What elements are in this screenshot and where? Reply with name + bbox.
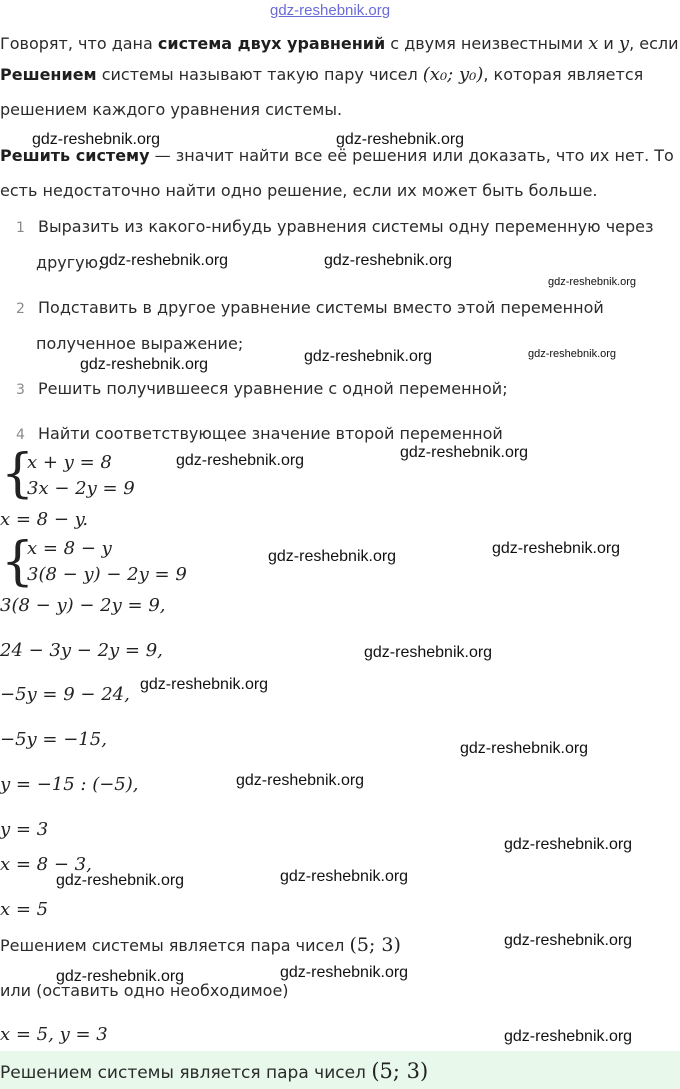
watermark: gdz-reshebnik.org (100, 252, 229, 269)
step-1 (16, 217, 654, 238)
watermark: gdz-reshebnik.org (492, 540, 621, 557)
watermark: gdz-reshebnik.org (268, 548, 397, 565)
left-brace-icon: { (1, 444, 35, 504)
express-x: x = 8 − y. (0, 509, 89, 530)
watermark: gdz-reshebnik.org (236, 772, 365, 789)
watermark: gdz-reshebnik.org (280, 868, 409, 885)
work-line: x = 5 (0, 899, 49, 920)
intro-bold-term: Решением (0, 65, 97, 84)
header-watermark-link[interactable]: gdz-reshebnik.org (270, 2, 391, 19)
watermark: gdz-reshebnik.org (548, 276, 637, 288)
answer-text: Решением системы является пара чисел (0, 1063, 372, 1083)
watermark: gdz-reshebnik.org (140, 676, 269, 693)
intro-text: с двумя неизвестными (385, 34, 589, 53)
intro-line-1 (0, 34, 679, 54)
watermark: gdz-reshebnik.org (56, 872, 185, 889)
system1-eq2: 3x − 2y = 9 (27, 478, 135, 499)
watermark: gdz-reshebnik.org (80, 356, 209, 373)
watermark: gdz-reshebnik.org (528, 348, 617, 360)
intro-bold-term: система двух уравнений (157, 34, 386, 53)
left-brace-icon: { (1, 532, 35, 592)
work-line: y = 3 (0, 819, 49, 840)
step-text: Выразить из какого-нибудь уравнения системы одну переменную через (38, 217, 654, 236)
result-pair: (5; 3) (349, 934, 401, 956)
step-text: Найти соответствующее значение второй переменной (38, 424, 503, 443)
result-line (0, 935, 401, 956)
var-x: x (588, 33, 599, 54)
watermark: gdz-reshebnik.org (336, 131, 465, 148)
intro-line-3: решением каждого уравнения системы. (0, 100, 343, 119)
watermark: gdz-reshebnik.org (56, 968, 185, 985)
watermark: gdz-reshebnik.org (504, 1028, 633, 1045)
result-xy: x = 5, y = 3 (0, 1024, 108, 1045)
step-number: 3 (16, 382, 25, 398)
system2-eq1: x = 8 − y (27, 538, 112, 559)
watermark: gdz-reshebnik.org (32, 131, 161, 148)
pair-x0-y0: (x₀; y₀) (422, 64, 484, 85)
watermark: gdz-reshebnik.org (176, 452, 305, 469)
answer-line (0, 1060, 428, 1084)
watermark: gdz-reshebnik.org (280, 964, 409, 981)
watermark: gdz-reshebnik.org (324, 252, 453, 269)
watermark: gdz-reshebnik.org (400, 444, 529, 461)
watermark: gdz-reshebnik.org (304, 348, 433, 365)
work-line: 3(8 − y) − 2y = 9, (0, 595, 166, 616)
system2-eq2: 3(8 − y) − 2y = 9 (27, 564, 187, 585)
watermark: gdz-reshebnik.org (504, 932, 633, 949)
watermark: gdz-reshebnik.org (364, 644, 493, 661)
work-line: y = −15 : (−5), (0, 774, 139, 795)
or-note: или (оставить одно необходимое) (0, 981, 289, 1000)
result-text: Решением системы является пара чисел (0, 936, 350, 955)
var-y: y (618, 33, 630, 54)
intro-line-2 (0, 65, 643, 85)
work-line: −5y = 9 − 24, (0, 684, 130, 705)
watermark: gdz-reshebnik.org (460, 740, 589, 757)
intro-text: , если (629, 34, 679, 53)
step-text: Подставить в другое уравнение системы вместо этой переменной (38, 298, 604, 317)
watermark: gdz-reshebnik.org (504, 836, 633, 853)
step-number: 2 (16, 301, 25, 317)
system1-eq1: x + y = 8 (27, 452, 112, 473)
intro-text: , которая является (483, 65, 644, 84)
step-1-continued: другую; (36, 253, 104, 272)
step-number: 4 (16, 427, 25, 443)
step-2-continued: полученное выражение; (36, 334, 244, 353)
solve-text: — значит найти все её решения или доказать, что их нет. То (149, 146, 674, 165)
solve-bold-term: Решить систему (0, 146, 150, 165)
step-2 (16, 298, 604, 319)
step-4 (16, 424, 503, 445)
work-line: 24 − 3y − 2y = 9, (0, 640, 163, 661)
step-text: Решить получившееся уравнение с одной переменной; (38, 379, 508, 398)
work-line: x = 8 − 3, (0, 854, 92, 875)
work-line: −5y = −15, (0, 729, 107, 750)
intro-text: системы называют такую пару чисел (96, 65, 423, 84)
intro-text: и (598, 34, 619, 53)
answer-pair: (5; 3) (371, 1059, 429, 1083)
solve-definition-line-2: есть недостаточно найти одно решение, если их может быть больше. (0, 181, 598, 200)
solve-definition-line-1 (0, 146, 674, 166)
step-3 (16, 379, 508, 400)
step-number: 1 (16, 220, 25, 236)
intro-text: Говорят, что дана (0, 34, 158, 53)
